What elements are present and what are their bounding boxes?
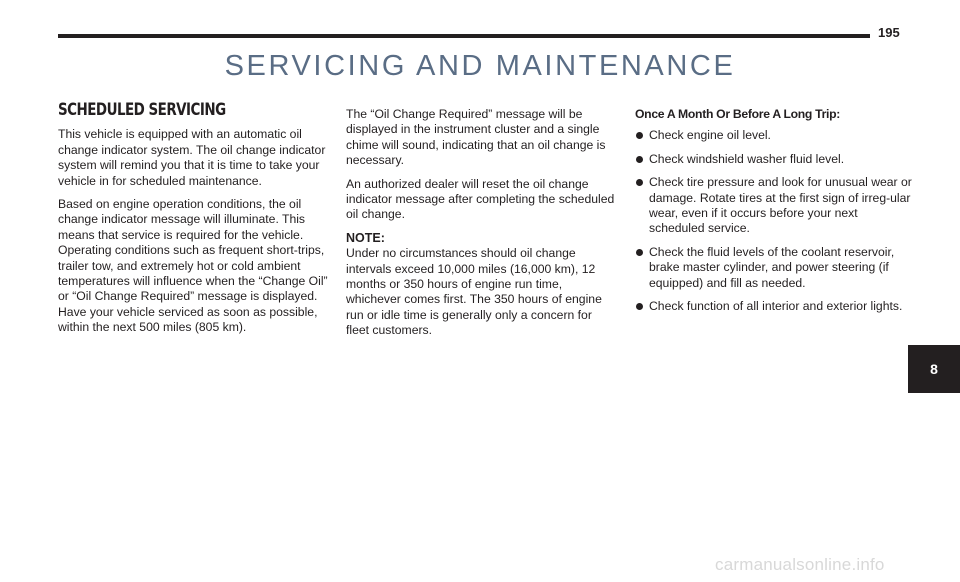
watermark: carmanualsonline.info: [715, 555, 885, 574]
section-heading: SCHEDULED SERVICING: [58, 100, 226, 120]
list-item: [635, 152, 915, 167]
chapter-title: SERVICING AND MAINTENANCE: [224, 50, 736, 82]
list-item: [635, 128, 915, 143]
list-item-text: Check windshield washer fluid level.: [649, 151, 845, 166]
note-text: Under no circumstances should oil change intervals exceed 10,000 miles (16,000 km), 12 months or 350 hours of engine run time, whichever comes first. The 350 hours of engine run or idle time is generally only a concern for fleet customers.: [346, 246, 602, 338]
list-item: [635, 175, 915, 237]
paragraph: Based on engine operation conditions, the oil change indicator message will illuminate. This means that service is required for the vehicle. Operating conditions such as frequent short-trips, trailer tow, and extremely hot or cold ambient temperatures will influence when the “Change Oil” or “Oil Change Required” message is displayed. Have your vehicle serviced as soon as possible, within the next 500 miles (805 km).: [58, 197, 328, 335]
bullet-icon: [636, 249, 643, 256]
list-item: [635, 299, 915, 314]
bullet-icon: [636, 156, 643, 163]
column-1: [58, 100, 328, 344]
bullet-icon: [636, 132, 643, 139]
list-item-text: Check engine oil level.: [649, 128, 771, 143]
column-3: [635, 107, 915, 322]
checklist: [635, 128, 915, 314]
list-item: [635, 245, 915, 291]
note-label: NOTE:: [346, 230, 385, 245]
chapter-tab[interactable]: 8: [908, 345, 960, 393]
bullet-icon: [636, 179, 643, 186]
list-item-text: Check tire pressure and look for unusual wear or damage. Rotate tires at the first sign of irreg-ular wear, even if it occurs before your next scheduled service.: [649, 175, 912, 236]
paragraph: An authorized dealer will reset the oil change indicator message after completing the scheduled oil change.: [346, 176, 615, 222]
list-item-text: Check function of all interior and exterior lights.: [649, 299, 903, 314]
page-number: 195: [878, 25, 900, 40]
header-rule: [58, 34, 870, 38]
list-item-text: Check the fluid levels of the coolant reservoir, brake master cylinder, and power steering (if equipped) and fill as needed.: [649, 244, 895, 290]
column-2: [346, 107, 616, 347]
checklist-heading: Once A Month Or Before A Long Trip:: [635, 107, 841, 121]
paragraph: The “Oil Change Required” message will be displayed in the instrument cluster and a single chime will sound, indicating that an oil change is necessary.: [346, 107, 606, 168]
bullet-icon: [636, 303, 643, 310]
paragraph: This vehicle is equipped with an automatic oil change indicator system. The oil change indicator system will remind you that it is time to take your vehicle in for scheduled maintenance.: [58, 127, 326, 188]
